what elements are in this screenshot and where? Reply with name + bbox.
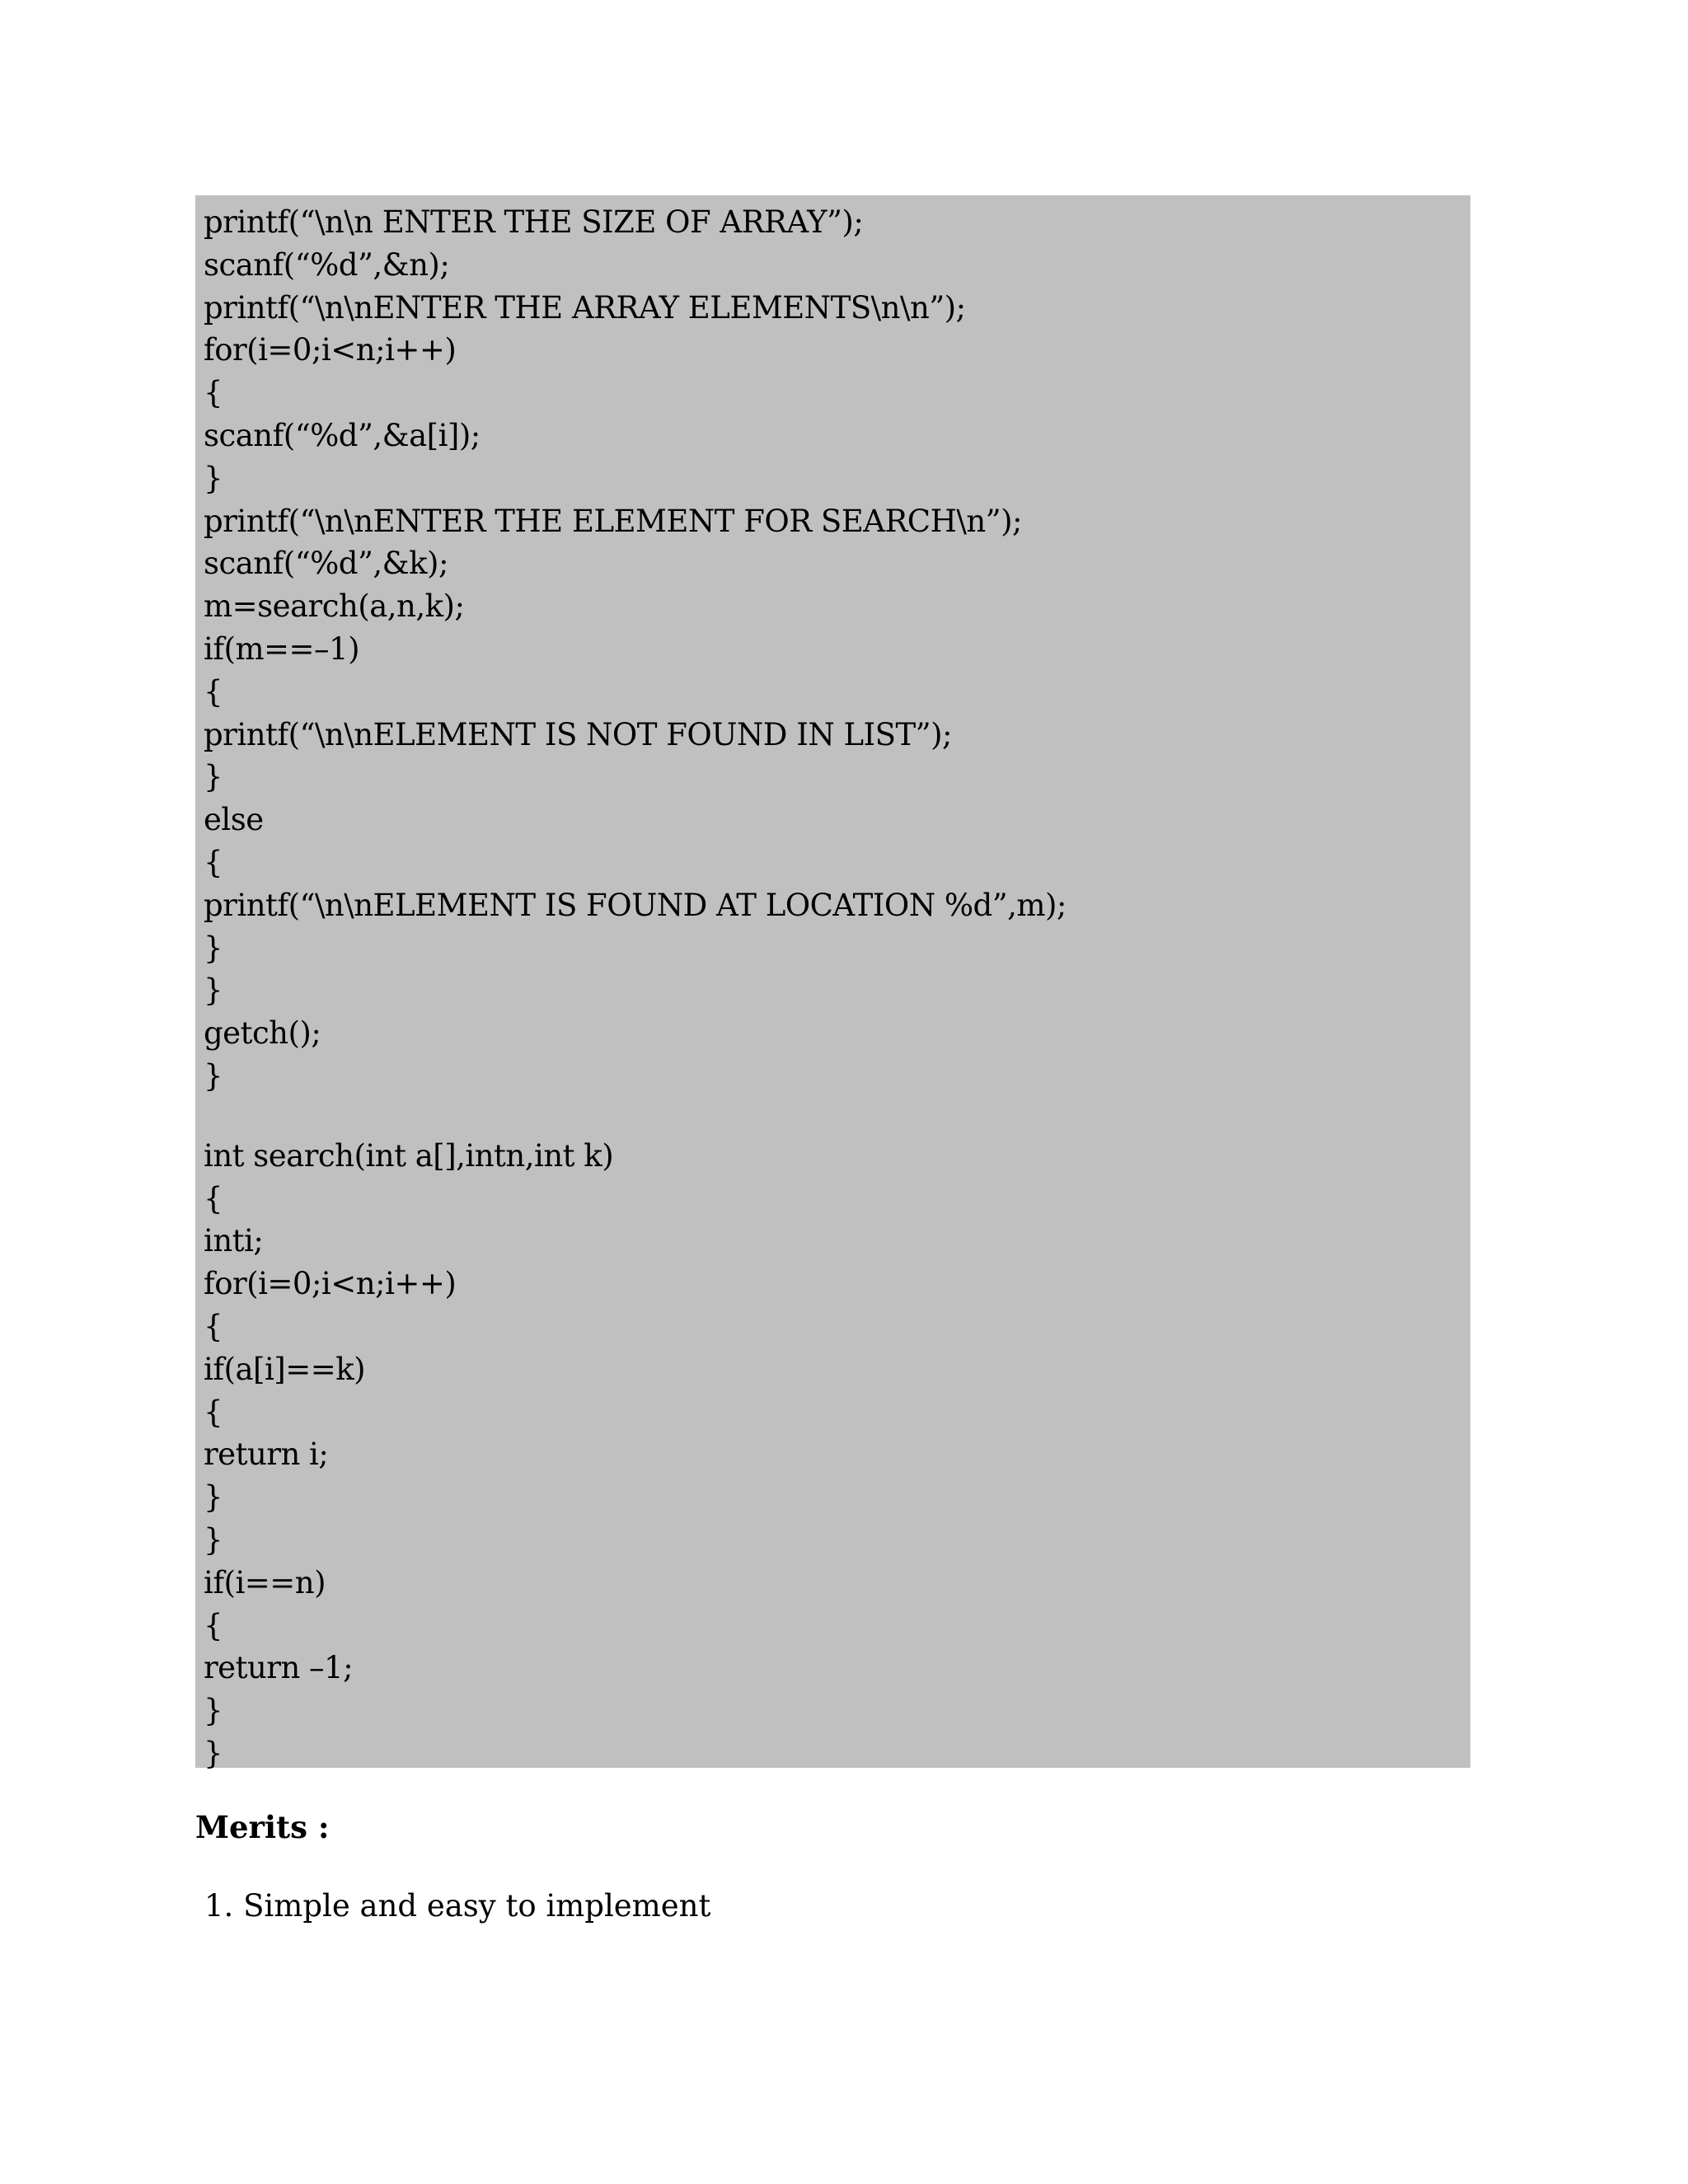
- merits-heading: Merits :: [195, 1809, 330, 1845]
- code-line: if(m==–1): [204, 630, 360, 667]
- code-line: }: [204, 1479, 223, 1516]
- code-line: }: [204, 1057, 223, 1094]
- code-line: scanf(“%d”,&a[i]);: [204, 417, 481, 453]
- code-line: printf(“\n\nENTER THE ARRAY ELEMENTS\n\n”);: [204, 289, 966, 326]
- code-line: }: [204, 1693, 223, 1729]
- code-line: for(i=0;i<n;i++): [204, 1266, 457, 1302]
- code-line: {: [204, 1180, 223, 1216]
- code-line: }: [204, 759, 223, 795]
- code-line: if(a[i]==k): [204, 1351, 366, 1387]
- code-line: m=search(a,n,k);: [204, 588, 465, 625]
- code-line: }: [204, 1521, 223, 1558]
- code-line: printf(“\n\nELEMENT IS NOT FOUND IN LIST”);: [204, 716, 952, 752]
- code-line: else: [204, 802, 264, 838]
- code-line: {: [204, 1394, 223, 1430]
- code-line: scanf(“%d”,&n);: [204, 246, 450, 283]
- code-line: {: [204, 1607, 223, 1643]
- code-line: scanf(“%d”,&k);: [204, 546, 448, 582]
- code-line: printf(“\n\nELEMENT IS FOUND AT LOCATION %d”,m);: [204, 887, 1067, 923]
- blank-line: [204, 1098, 1470, 1135]
- code-line: }: [204, 930, 223, 966]
- code-line: if(i==n): [204, 1564, 326, 1601]
- code-line: }: [204, 460, 223, 496]
- code-line: for(i=0;i<n;i++): [204, 332, 457, 368]
- code-line: }: [204, 972, 223, 1009]
- code-line: getch();: [204, 1015, 321, 1052]
- code-line: {: [204, 1308, 223, 1344]
- code-listing: [195, 195, 1470, 1771]
- code-line: {: [204, 375, 223, 411]
- code-line: printf(“\n\nENTER THE ELEMENT FOR SEARCH\n”);: [204, 503, 1022, 539]
- code-line: return –1;: [204, 1650, 354, 1686]
- code-line: inti;: [204, 1223, 264, 1259]
- code-line: {: [204, 673, 223, 710]
- list-item: 1. Simple and easy to implement: [204, 1888, 711, 1924]
- merits-list: [204, 1886, 710, 1927]
- code-line: return i;: [204, 1436, 329, 1473]
- code-line: }: [204, 1735, 223, 1771]
- code-line: printf(“\n\n ENTER THE SIZE OF ARRAY”);: [204, 204, 864, 240]
- code-line: int search(int a[],intn,int k): [204, 1137, 614, 1174]
- code-line: {: [204, 844, 223, 880]
